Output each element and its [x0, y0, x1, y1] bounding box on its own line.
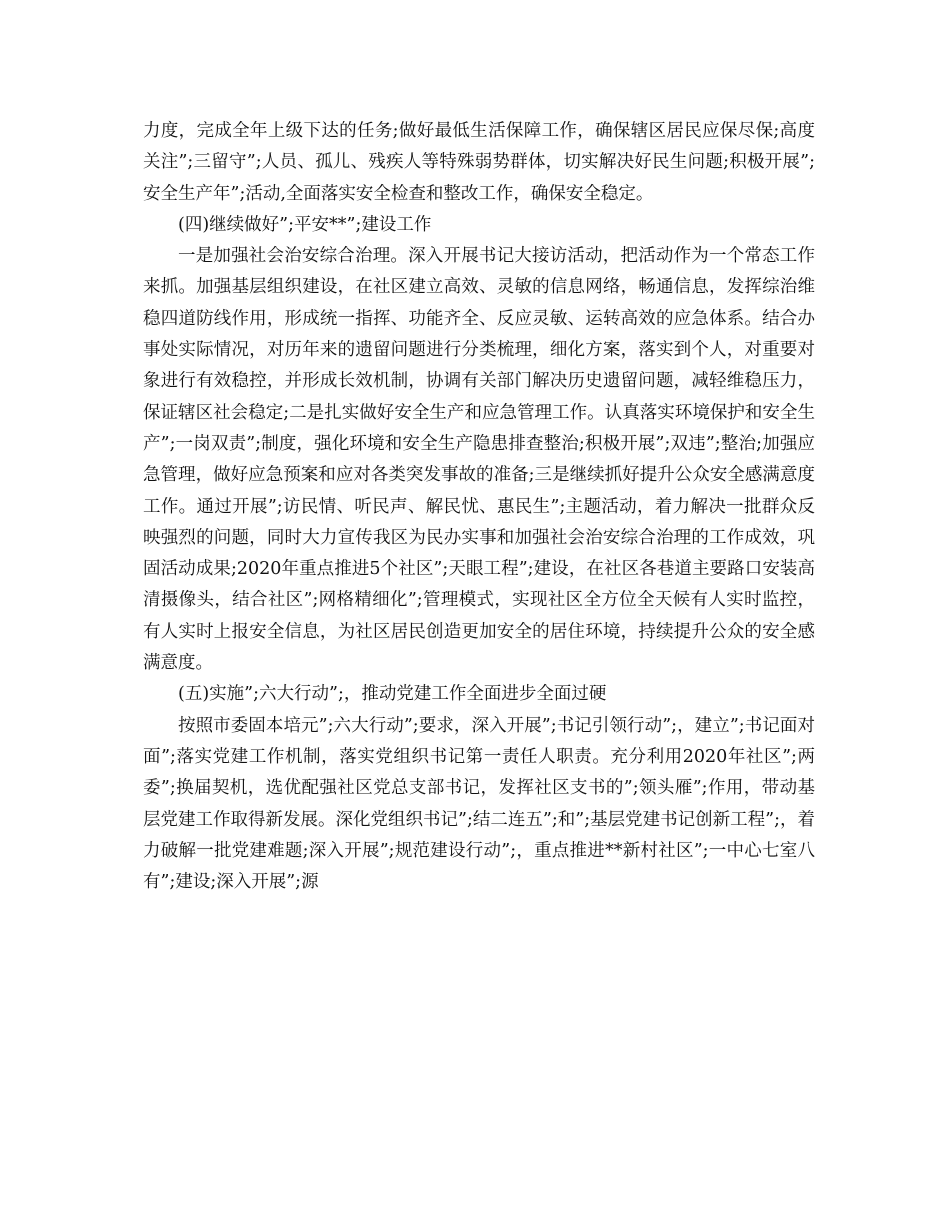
paragraph-continuation: 力度，完成全年上级下达的任务;做好最低生活保障工作，确保辖区居民应保尽保;高度关注”;三留守”;人员、孤儿、残疾人等特殊弱势群体，切实解决好民生问题;积极开展”;安全生产年”;活动,全面落实安全检查和整改工作，确保安全稳定。: [143, 121, 815, 204]
paragraph-safety: 一是加强社会治安综合治理。深入开展书记大接访活动，把活动作为一个常态工作来抓。加强基层组织建设，在社区建立高效、灵敏的信息网络，畅通信息，发挥综治维稳四道防线作用，形成统一指挥、功能齐全、反应灵敏、运转高效的应急体系。结合办事处实际情况，对历年来的遗留问题进行分类梳理，细化方案，落实到个人，对重要对象进行有效稳控，并形成长效机制，协调有关部门解决历史遗留问题，减轻维稳压力，保证辖区社会稳定;二是扎实做好安全生产和应急管理工作。认真落实环境保护和安全生产”;一岗双责”;制度，强化环境和安全生产隐患排查整治;积极开展”;双违”;整治;加强应急管理，做好应急预案和应对各类突发事故的准备;三是继续抓好提升公众安全感满意度工作。通过开展”;访民情、听民声、解民忧、惠民生”;主题活动，着力解决一批群众反映强烈的问题，同时大力宣传我区为民办实事和加强社会治安综合治理的工作成效，巩固活动成果;2020年重点推进5个社区”;天眼工程”;建设，在社区各巷道主要路口安装高清摄像头，结合社区”;网格精细化”;管理模式，实现社区全方位全天候有人实时监控，有人实时上报安全信息，为社区居民创造更加安全的居住环境，持续提升公众的安全感满意度。: [143, 246, 815, 674]
section-heading-4: (四)继续做好”;平安**”;建设工作: [178, 214, 432, 235]
paragraph-party-building: 按照市委固本培元”;六大行动”;要求，深入开展”;书记引领行动”;，建立”;书记面对面”;落实党建工作机制，落实党组织书记第一责任人职责。充分利用2020年社区”;两委”;换届契机，选优配强社区党总支部书记，发挥社区支书的”;领头雁”;作用，带动基层党建工作取得新发展。深化党组织书记”;结二连五”;和”;基层党建书记创新工程”;，着力破解一批党建难题;深入开展”;规范建设行动”;，重点推进**新村社区”;一中心七室八有”;建设;深入开展”;源: [143, 715, 815, 893]
document-body: [143, 116, 815, 898]
section-heading-5: (五)实施”;六大行动”;，推动党建工作全面进步全面过硬: [178, 684, 607, 705]
